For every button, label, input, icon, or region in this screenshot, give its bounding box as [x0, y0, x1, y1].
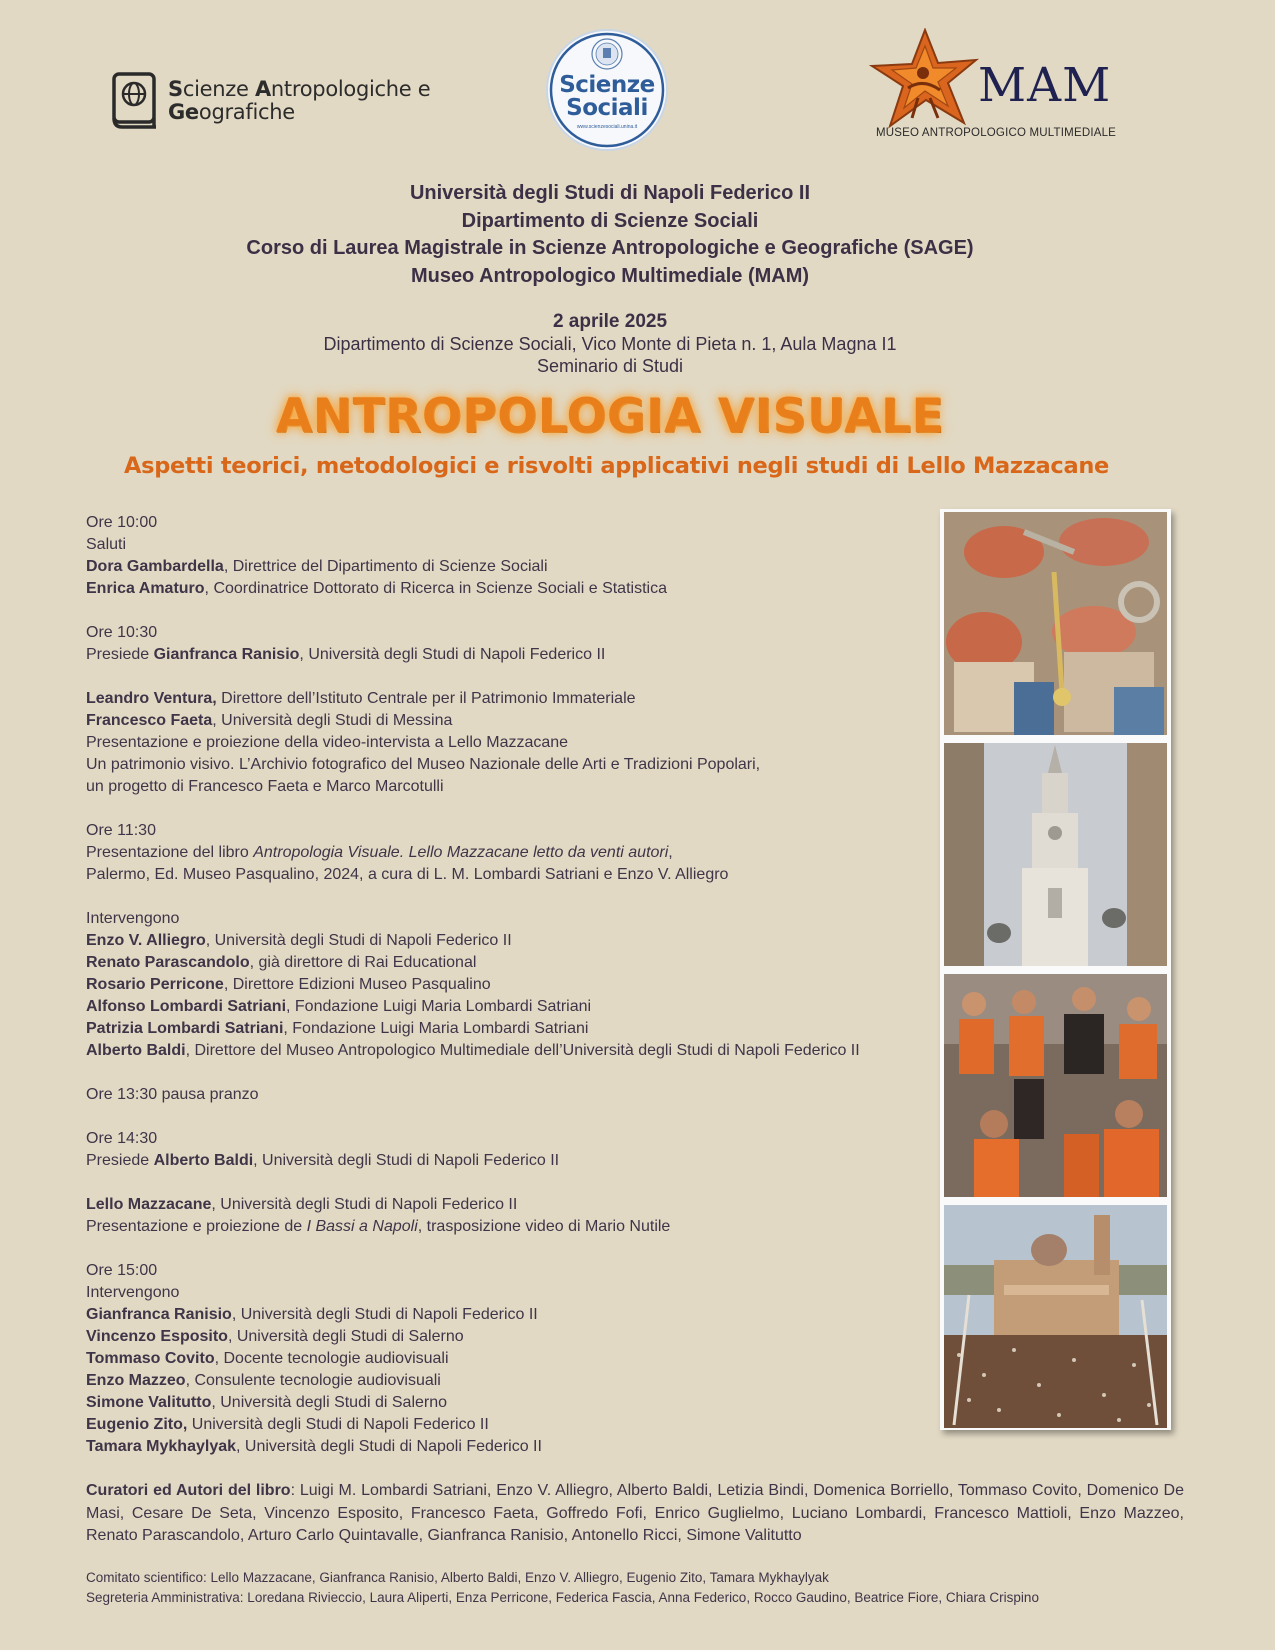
speaker-name: Simone Valitutto — [86, 1394, 212, 1411]
speaker-line — [86, 930, 906, 952]
session-time: Ore 10:30 — [86, 624, 158, 641]
header-line-museum: Museo Antropologico Multimediale (MAM) — [410, 264, 810, 287]
speaker-name: Alfonso Lombardi Satriani — [86, 998, 287, 1015]
speaker-line — [86, 1436, 906, 1458]
session-time: Ore 15:00 — [86, 1262, 158, 1279]
program — [86, 512, 906, 1458]
speaker-role: , Coordinatrice Dottorato di Ricerca in Scienze Sociali e Statistica — [204, 580, 667, 597]
speaker-line — [86, 1414, 906, 1436]
session-time: Ore 14:30 — [86, 1130, 158, 1147]
footer — [86, 1568, 1186, 1608]
scienze-sociali-word2: Sociali — [566, 95, 648, 121]
mam-subtitle: MUSEO ANTROPOLOGICO MULTIMEDIALE — [876, 127, 1117, 139]
speaker-name: Alberto Baldi — [86, 1042, 186, 1059]
orange-star-figure-icon — [868, 28, 983, 133]
scienze-sociali-logo — [545, 28, 669, 152]
film-title: I Bassi a Napoli — [306, 1218, 418, 1235]
speaker-line — [86, 1304, 906, 1326]
speaker-name: Eugenio Zito, — [86, 1416, 188, 1433]
speaker-line — [86, 1194, 906, 1216]
church-bell-tower-photo — [944, 743, 1167, 966]
cathedral-square-crowd-photo — [944, 1205, 1167, 1428]
speaker-name: Renato Parascandolo — [86, 954, 250, 971]
book-title: Antropologia Visuale. Lello Mazzacane letto da venti autori — [253, 844, 669, 861]
subtitle: Aspetti teorici, metodologici e risvolti applicativi negli studi di Lello Mazzacane — [123, 453, 1110, 479]
speaker-name: Rosario Perricone — [86, 976, 224, 993]
speaker-line — [86, 556, 906, 578]
speaker-name: Leandro Ventura, — [86, 690, 217, 707]
curators-list: : Luigi M. Lombardi Satriani, Enzo V. Alliegro, Alberto Baldi, Letizia Bindi, Domenica Borriello, Tommaso Covito, Domenico De Masi, Cesare De Seta, Vincenzo Esposito, Francesco Faeta, Goffredo Fofi, Enrico Guglielmo, Luciano Lombardi, Francesco Mattioli, Enzo Mazzeo, Renato Parascandolo, Arturo Carlo Quintavalle, Gianfranca Ranisio, Antonello Ricci, Simone Valitutto — [86, 1482, 1185, 1544]
spacer — [86, 1106, 906, 1128]
spacer — [86, 666, 906, 688]
speaker-role: , Università degli Studi di Napoli Federico II — [231, 1306, 538, 1323]
program-text: Presentazione e proiezione della video-intervista a Lello Mazzacane — [86, 734, 569, 751]
header-line-department: Dipartimento di Scienze Sociali — [461, 209, 759, 232]
curators-label: Curatori ed Autori del libro — [86, 1482, 291, 1499]
speaker-line — [86, 688, 906, 710]
speaker-role: , Direttrice del Dipartimento di Scienze Sociali — [223, 558, 548, 575]
sage-logo-text: Scienze Antropologiche e Geografiche — [168, 77, 431, 124]
lunch-break: Ore 13:30 pausa pranzo — [86, 1086, 259, 1103]
spacer — [86, 1172, 906, 1194]
spacer — [86, 600, 906, 622]
event-type: Seminario di Studi — [536, 356, 684, 376]
sage-logo — [110, 70, 430, 132]
speaker-line — [86, 1392, 906, 1414]
program-text: Un patrimonio visivo. L’Archivio fotografico del Museo Nazionale delle Arti e Tradizioni Popolari, — [86, 756, 761, 773]
speaker-role: , Università degli Studi di Napoli Federico II — [236, 1438, 542, 1455]
speaker-role: , Università degli Studi di Salerno — [227, 1328, 464, 1345]
institution-header — [0, 180, 1220, 290]
program-text: un progetto di Francesco Faeta e Marco Marcotulli — [86, 778, 444, 795]
spacer — [86, 1062, 906, 1084]
session-time: Ore 11:30 — [86, 822, 156, 839]
chair-name: Alberto Baldi — [153, 1152, 254, 1169]
book-line: Presentazione del libro Antropologia Visuale. Lello Mazzacane letto da venti autori, — [86, 844, 673, 861]
speaker-name: Francesco Faeta — [86, 712, 213, 729]
scienze-sociali-word1: Scienze — [559, 72, 655, 98]
speaker-name: Enzo V. Alliegro — [86, 932, 206, 949]
scientific-committee: Comitato scientifico: Lello Mazzacane, Gianfranca Ranisio, Alberto Baldi, Enzo V. Alliegro, Eugenio Zito, Tamara Mykhaylyak — [86, 1570, 829, 1585]
event-date: 2 aprile 2025 — [552, 311, 668, 332]
administrative-secretariat: Segreteria Amministrativa: Loredana Rivieccio, Laura Aliperti, Enza Perricone, Federica Fascia, Anna Federico, Rocco Gaudino, Beatrice Fiore, Chiara Crispino — [86, 1590, 1039, 1605]
speaker-role: , Università degli Studi di Messina — [212, 712, 453, 729]
speaker-line — [86, 996, 906, 1018]
session-label: Intervengono — [86, 910, 180, 927]
speaker-role: Direttore dell’Istituto Centrale per il Patrimonio Immateriale — [216, 690, 636, 707]
speaker-role: , Direttore del Museo Antropologico Multimediale dell’Università degli Studi di Napoli Federico II — [185, 1042, 860, 1059]
book-curators — [86, 1480, 1184, 1548]
speaker-line — [86, 974, 906, 996]
speaker-role: , Docente tecnologie audiovisuali — [214, 1350, 449, 1367]
mam-wordmark: MAM — [978, 58, 1112, 113]
speaker-line — [86, 1348, 906, 1370]
event-info — [0, 311, 1220, 377]
speaker-line — [86, 1370, 906, 1392]
speaker-line — [86, 952, 906, 974]
speaker-line — [86, 1018, 906, 1040]
speaker-line — [86, 1040, 906, 1062]
speaker-role: , Fondazione Luigi Maria Lombardi Satriani — [286, 998, 592, 1015]
header-line-university: Università degli Studi di Napoli Federico II — [409, 182, 811, 204]
speaker-name: Dora Gambardella — [86, 558, 224, 575]
film-line: Presentazione e proiezione de I Bassi a Napoli, trasposizione video di Mario Nutile — [86, 1218, 671, 1235]
event-location: Dipartimento di Scienze Sociali, Vico Monte di Pieta n. 1, Aula Magna I1 — [323, 334, 897, 354]
chair-name: Gianfranca Ranisio — [153, 646, 300, 663]
speaker-role: , Fondazione Luigi Maria Lombardi Satriani — [283, 1020, 589, 1037]
speaker-role: , Università degli Studi di Napoli Federico II — [211, 1196, 518, 1213]
scienze-sociali-url: www.scienzesociali.unina.it — [576, 124, 638, 130]
speaker-role: , già direttore di Rai Educational — [249, 954, 477, 971]
speaker-name: Vincenzo Esposito — [86, 1328, 228, 1345]
speaker-role: , Università degli Studi di Salerno — [211, 1394, 448, 1411]
session-time: Ore 10:00 — [86, 514, 158, 531]
speaker-name: Gianfranca Ranisio — [86, 1306, 232, 1323]
main-title: ANTROPOLOGIA VISUALE — [275, 389, 945, 444]
speaker-line — [86, 1326, 906, 1348]
speaker-name: Patrizia Lombardi Satriani — [86, 1020, 284, 1037]
spacer — [86, 798, 906, 820]
speaker-role: Università degli Studi di Napoli Federico II — [187, 1416, 489, 1433]
speaker-role: , Direttore Edizioni Museo Pasqualino — [223, 976, 491, 993]
street-band-crowd-photo — [944, 974, 1167, 1197]
speaker-role: , Università degli Studi di Napoli Federico II — [205, 932, 512, 949]
spacer — [86, 886, 906, 908]
speaker-name: Tommaso Covito — [86, 1350, 215, 1367]
program-text: Palermo, Ed. Museo Pasqualino, 2024, a cura di L. M. Lombardi Satriani e Enzo V. Alliegro — [86, 866, 729, 883]
session-label: Saluti — [86, 536, 127, 553]
book-globe-icon — [110, 72, 160, 130]
speaker-role: , Consulente tecnologie audiovisuali — [185, 1372, 441, 1389]
chair-line: Presiede Gianfranca Ranisio, Università degli Studi di Napoli Federico II — [86, 646, 606, 663]
speaker-name: Tamara Mykhaylyak — [86, 1438, 237, 1455]
speaker-name: Enrica Amaturo — [86, 580, 205, 597]
photo-strip — [940, 509, 1171, 1430]
speaker-name: Enzo Mazzeo — [86, 1372, 186, 1389]
speaker-line — [86, 578, 906, 600]
mam-logo — [868, 28, 1128, 146]
spacer — [86, 1238, 906, 1260]
speaker-line — [86, 710, 906, 732]
brass-band-photo — [944, 512, 1167, 735]
header-line-course: Corso di Laurea Magistrale in Scienze Antropologiche e Geografiche (SAGE) — [246, 237, 974, 259]
session-label: Intervengono — [86, 1284, 180, 1301]
speaker-name: Lello Mazzacane — [86, 1196, 212, 1213]
chair-line: Presiede Alberto Baldi, Università degli Studi di Napoli Federico II — [86, 1152, 560, 1169]
